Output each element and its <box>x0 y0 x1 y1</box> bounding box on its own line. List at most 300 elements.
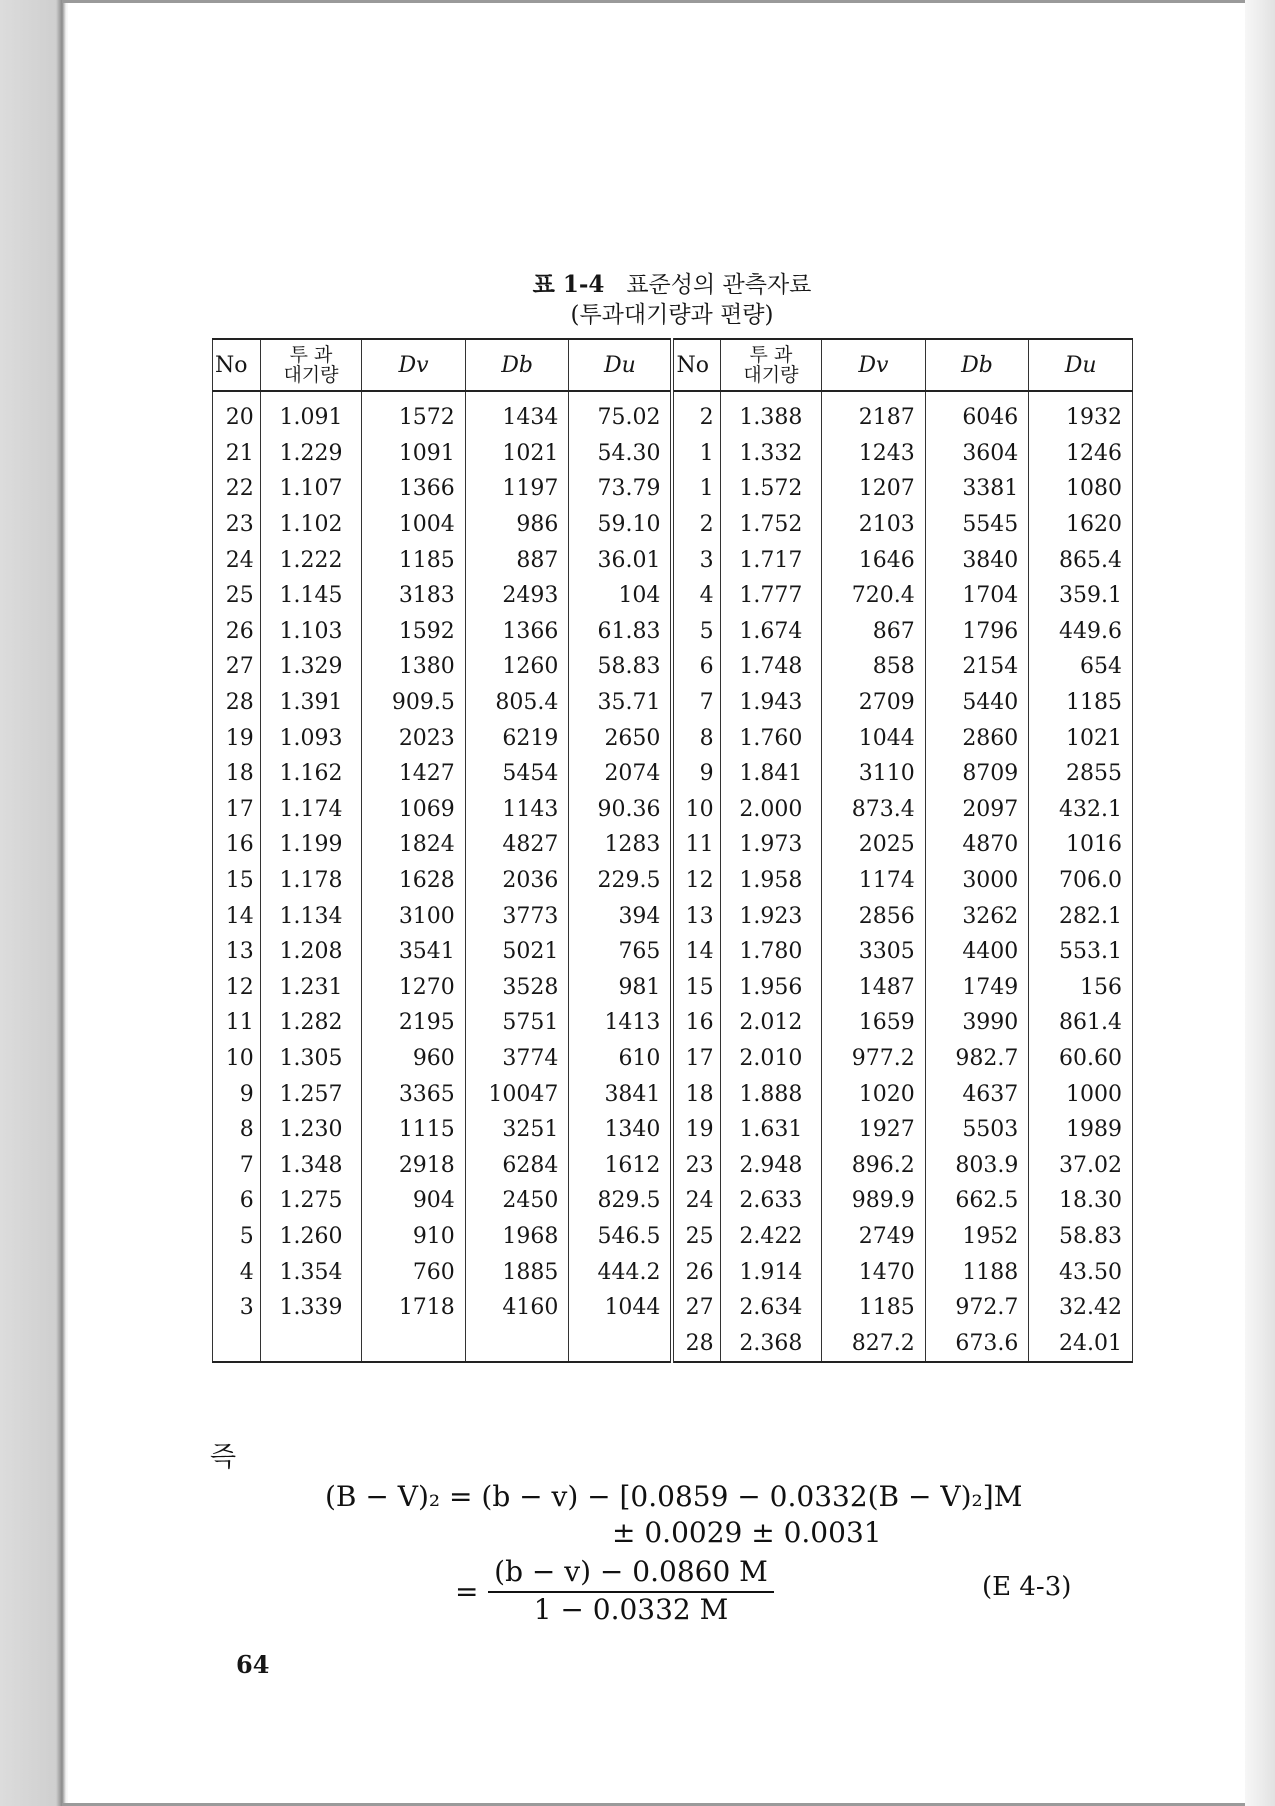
table-cell: 1 <box>672 471 720 507</box>
table-cell: 4 <box>672 578 720 614</box>
table-cell: 1.777 <box>720 578 822 614</box>
table-cell: 546.5 <box>569 1219 673 1255</box>
table-cell: 1366 <box>362 471 466 507</box>
table-cell: 1434 <box>465 391 569 436</box>
table-cell: 8709 <box>925 756 1029 792</box>
table-cell: 1592 <box>362 614 466 650</box>
table-cell: 59.10 <box>569 507 673 543</box>
table-cell: 1069 <box>362 792 466 828</box>
table-cell: 8 <box>672 720 720 756</box>
table-cell: 896.2 <box>822 1147 926 1183</box>
table-cell: 35.71 <box>569 685 673 721</box>
table-cell: 5503 <box>925 1112 1029 1148</box>
table-cell: 1.973 <box>720 827 822 863</box>
table-cell: 6 <box>213 1183 261 1219</box>
table-cell: 960 <box>362 1041 466 1077</box>
table-cell: 909.5 <box>362 685 466 721</box>
table-cell: 2025 <box>822 827 926 863</box>
equation-number: (E 4-3) <box>982 1572 1072 1602</box>
table-cell: 858 <box>822 649 926 685</box>
table-cell: 1.174 <box>260 792 362 828</box>
table-cell: 2036 <box>465 863 569 899</box>
table-cell: 720.4 <box>822 578 926 614</box>
table-cell: 873.4 <box>822 792 926 828</box>
table-cell: 14 <box>213 898 261 934</box>
table-cell: 1572 <box>362 391 466 436</box>
table-cell: 1.631 <box>720 1112 822 1148</box>
table-cell: 5454 <box>465 756 569 792</box>
column-header: 투 과 대기량 <box>720 339 822 391</box>
table-cell: 11 <box>672 827 720 863</box>
table-cell: 1.282 <box>260 1005 362 1041</box>
table-cell: 1 <box>672 436 720 472</box>
column-header: No <box>213 339 261 391</box>
table-cell: 673.6 <box>925 1325 1029 1362</box>
table-cell: 2074 <box>569 756 673 792</box>
table-cell: 1.339 <box>260 1290 362 1326</box>
table-cell: 1366 <box>465 614 569 650</box>
equation-equals-sign: = <box>455 1575 479 1608</box>
table-cell: 1796 <box>925 614 1029 650</box>
table-cell: 1.102 <box>260 507 362 543</box>
table-cell: 18.30 <box>1029 1183 1133 1219</box>
table-cell: 17 <box>672 1041 720 1077</box>
table-cell: 3990 <box>925 1005 1029 1041</box>
table-cell: 2023 <box>362 720 466 756</box>
table-cell: 4 <box>213 1254 261 1290</box>
table-cell: 17 <box>213 792 261 828</box>
table-cell: 1.199 <box>260 827 362 863</box>
table-cell: 1628 <box>362 863 466 899</box>
table-cell: 3262 <box>925 898 1029 934</box>
table-cell: 1021 <box>465 436 569 472</box>
table-cell: 1044 <box>822 720 926 756</box>
table-cell: 1.230 <box>260 1112 362 1148</box>
table-cell: 3183 <box>362 578 466 614</box>
table-cell: 1174 <box>822 863 926 899</box>
table-cell: 1620 <box>1029 507 1133 543</box>
table-row <box>213 756 1133 792</box>
table-cell: 1.091 <box>260 391 362 436</box>
table-cell: 1080 <box>1029 471 1133 507</box>
table-cell: 4870 <box>925 827 1029 863</box>
table-cell: 3100 <box>362 898 466 934</box>
table-cell: 1185 <box>1029 685 1133 721</box>
table-cell: 887 <box>465 542 569 578</box>
table-cell: 1.914 <box>720 1254 822 1290</box>
table-cell: 1.841 <box>720 756 822 792</box>
table-cell: 90.36 <box>569 792 673 828</box>
equation-numerator: (b − v) − 0.0860 M <box>488 1555 774 1593</box>
table-row <box>213 863 1133 899</box>
table-cell: 2855 <box>1029 756 1133 792</box>
table-cell: 24 <box>672 1183 720 1219</box>
table-cell: 1.348 <box>260 1147 362 1183</box>
table-cell: 2.633 <box>720 1183 822 1219</box>
table-cell: 156 <box>1029 970 1133 1006</box>
table-cell: 3110 <box>822 756 926 792</box>
table-cell: 1749 <box>925 970 1029 1006</box>
table-cell: 1000 <box>1029 1076 1133 1112</box>
table-cell: 20 <box>213 391 261 436</box>
table-cell: 2709 <box>822 685 926 721</box>
table-cell: 26 <box>213 614 261 650</box>
table-cell: 1.572 <box>720 471 822 507</box>
table-cell: 3381 <box>925 471 1029 507</box>
table-cell: 986 <box>465 507 569 543</box>
table-cell: 1.760 <box>720 720 822 756</box>
table-cell: 4160 <box>465 1290 569 1326</box>
table-cell: 1.107 <box>260 471 362 507</box>
table-cell: 1824 <box>362 827 466 863</box>
table-cell: 1185 <box>822 1290 926 1326</box>
table-cell: 2.012 <box>720 1005 822 1041</box>
table-cell: 54.30 <box>569 436 673 472</box>
table-cell: 60.60 <box>1029 1041 1133 1077</box>
table-cell: 3604 <box>925 436 1029 472</box>
table-row <box>213 578 1133 614</box>
table-cell: 662.5 <box>925 1183 1029 1219</box>
table-cell <box>362 1325 466 1362</box>
table-cell <box>569 1325 673 1362</box>
table-cell: 2 <box>672 391 720 436</box>
table-row <box>213 1290 1133 1326</box>
book-binding-edge <box>0 0 68 1806</box>
table-row <box>213 1076 1133 1112</box>
table-cell: 61.83 <box>569 614 673 650</box>
table-cell: 2195 <box>362 1005 466 1041</box>
table-cell: 654 <box>1029 649 1133 685</box>
table-cell: 2856 <box>822 898 926 934</box>
table-cell: 2650 <box>569 720 673 756</box>
table-cell: 1718 <box>362 1290 466 1326</box>
table-cell <box>465 1325 569 1362</box>
table-row <box>213 898 1133 934</box>
table-cell: 75.02 <box>569 391 673 436</box>
table-cell: 1.354 <box>260 1254 362 1290</box>
table-cell: 1.748 <box>720 649 822 685</box>
table-cell: 1.958 <box>720 863 822 899</box>
table-cell: 3000 <box>925 863 1029 899</box>
table-cell: 1044 <box>569 1290 673 1326</box>
table-cell: 5751 <box>465 1005 569 1041</box>
table-cell: 2860 <box>925 720 1029 756</box>
table-cell: 1270 <box>362 970 466 1006</box>
table-row <box>213 970 1133 1006</box>
table-cell: 25 <box>213 578 261 614</box>
table-row <box>213 507 1133 543</box>
table-cell: 982.7 <box>925 1041 1029 1077</box>
table-cell: 1.162 <box>260 756 362 792</box>
table-cell: 10 <box>213 1041 261 1077</box>
page-top-border <box>62 0 1245 3</box>
table-cell: 1.275 <box>260 1183 362 1219</box>
table-cell: 4827 <box>465 827 569 863</box>
table-cell: 1115 <box>362 1112 466 1148</box>
table-cell: 28 <box>672 1325 720 1362</box>
table-cell: 1004 <box>362 507 466 543</box>
table-cell: 803.9 <box>925 1147 1029 1183</box>
table-cell: 1185 <box>362 542 466 578</box>
table-cell: 7 <box>672 685 720 721</box>
table-cell: 2.010 <box>720 1041 822 1077</box>
table-cell: 1.888 <box>720 1076 822 1112</box>
table-cell: 13 <box>213 934 261 970</box>
table-title: 표준성의 관측자료 <box>626 272 812 298</box>
table-cell: 43.50 <box>1029 1254 1133 1290</box>
table-cell: 1.305 <box>260 1041 362 1077</box>
table-row <box>213 542 1133 578</box>
table-cell: 2493 <box>465 578 569 614</box>
table-cell <box>260 1325 362 1362</box>
table-cell: 610 <box>569 1041 673 1077</box>
table-cell: 3840 <box>925 542 1029 578</box>
table-cell: 1.134 <box>260 898 362 934</box>
table-cell: 1.752 <box>720 507 822 543</box>
table-row <box>213 934 1133 970</box>
table-cell: 5440 <box>925 685 1029 721</box>
table-cell: 706.0 <box>1029 863 1133 899</box>
table-cell: 1.923 <box>720 898 822 934</box>
table-cell: 14 <box>672 934 720 970</box>
table-cell: 1.329 <box>260 649 362 685</box>
table-cell: 2.000 <box>720 792 822 828</box>
table-cell: 1.178 <box>260 863 362 899</box>
table-cell: 3541 <box>362 934 466 970</box>
table-cell: 9 <box>213 1076 261 1112</box>
table-cell: 981 <box>569 970 673 1006</box>
equation-denominator: 1 − 0.0332 M <box>533 1593 729 1626</box>
table-cell: 37.02 <box>1029 1147 1133 1183</box>
table-cell: 1612 <box>569 1147 673 1183</box>
table-cell: 2749 <box>822 1219 926 1255</box>
table-cell: 1207 <box>822 471 926 507</box>
table-cell: 6 <box>672 649 720 685</box>
table-cell: 22 <box>213 471 261 507</box>
table-cell: 1.391 <box>260 685 362 721</box>
table-cell: 1.956 <box>720 970 822 1006</box>
table-cell: 11 <box>213 1005 261 1041</box>
equation-fraction <box>488 1555 774 1627</box>
table-cell: 861.4 <box>1029 1005 1133 1041</box>
table-cell: 977.2 <box>822 1041 926 1077</box>
equation-intro: 즉 <box>210 1442 237 1473</box>
table-cell: 1487 <box>822 970 926 1006</box>
table-cell: 1.208 <box>260 934 362 970</box>
table-row <box>213 792 1133 828</box>
table-cell: 444.2 <box>569 1254 673 1290</box>
table-cell: 18 <box>213 756 261 792</box>
table-body <box>213 391 1133 1362</box>
table-cell: 910 <box>362 1219 466 1255</box>
table-cell: 1.103 <box>260 614 362 650</box>
column-header: Dv <box>822 339 926 391</box>
table-cell: 27 <box>213 649 261 685</box>
table-cell: 553.1 <box>1029 934 1133 970</box>
table-cell: 5545 <box>925 507 1029 543</box>
table-cell: 1704 <box>925 578 1029 614</box>
table-cell: 2.368 <box>720 1325 822 1362</box>
table-cell: 3 <box>213 1290 261 1326</box>
table-cell: 1.093 <box>260 720 362 756</box>
table-cell: 28 <box>213 685 261 721</box>
table-row <box>213 1041 1133 1077</box>
table-cell: 1989 <box>1029 1112 1133 1148</box>
column-header: No <box>672 339 720 391</box>
table-cell: 2103 <box>822 507 926 543</box>
table-cell: 27 <box>672 1290 720 1326</box>
table-cell: 449.6 <box>1029 614 1133 650</box>
table-cell: 1659 <box>822 1005 926 1041</box>
table-cell: 2.422 <box>720 1219 822 1255</box>
column-header: Db <box>925 339 1029 391</box>
table-cell: 3365 <box>362 1076 466 1112</box>
table-cell: 829.5 <box>569 1183 673 1219</box>
table-cell: 1143 <box>465 792 569 828</box>
table-cell: 1091 <box>362 436 466 472</box>
table-cell: 1016 <box>1029 827 1133 863</box>
table-cell: 6219 <box>465 720 569 756</box>
table-cell: 3774 <box>465 1041 569 1077</box>
table-cell: 1020 <box>822 1076 926 1112</box>
table-cell: 359.1 <box>1029 578 1133 614</box>
table-cell: 4400 <box>925 934 1029 970</box>
table-row <box>213 436 1133 472</box>
table-cell: 1932 <box>1029 391 1133 436</box>
table-row <box>213 1254 1133 1290</box>
table-cell: 3528 <box>465 970 569 1006</box>
table-cell: 2097 <box>925 792 1029 828</box>
table-cell: 73.79 <box>569 471 673 507</box>
table-cell: 1927 <box>822 1112 926 1148</box>
table-cell: 58.83 <box>569 649 673 685</box>
table-cell: 1.332 <box>720 436 822 472</box>
table-cell: 972.7 <box>925 1290 1029 1326</box>
table-cell: 24 <box>213 542 261 578</box>
table-cell: 10 <box>672 792 720 828</box>
table-cell: 3841 <box>569 1076 673 1112</box>
table-cell: 23 <box>672 1147 720 1183</box>
table-row <box>213 685 1133 721</box>
observation-table <box>212 338 1133 1363</box>
table-cell: 3305 <box>822 934 926 970</box>
table-cell: 5 <box>213 1219 261 1255</box>
table-cell: 1968 <box>465 1219 569 1255</box>
table-cell: 16 <box>672 1005 720 1041</box>
page-right-edge <box>1245 0 1275 1806</box>
equation-line-1: (B − V)₂ = (b − v) − [0.0859 − 0.0332(B − V)₂]M <box>325 1480 1023 1513</box>
table-cell: 23 <box>213 507 261 543</box>
table-cell: 989.9 <box>822 1183 926 1219</box>
table-cell: 4637 <box>925 1076 1029 1112</box>
table-cell: 282.1 <box>1029 898 1133 934</box>
table-cell: 1340 <box>569 1112 673 1148</box>
table-cell: 1413 <box>569 1005 673 1041</box>
table-row <box>213 471 1133 507</box>
table-cell: 2154 <box>925 649 1029 685</box>
table-cell: 1.145 <box>260 578 362 614</box>
table-cell: 1885 <box>465 1254 569 1290</box>
table-cell: 432.1 <box>1029 792 1133 828</box>
table-cell: 3 <box>672 542 720 578</box>
table-cell: 1.260 <box>260 1219 362 1255</box>
table-cell: 1243 <box>822 436 926 472</box>
table-cell: 1.943 <box>720 685 822 721</box>
table-cell: 1260 <box>465 649 569 685</box>
table-cell: 394 <box>569 898 673 934</box>
table-row <box>213 1147 1133 1183</box>
header-row <box>213 339 1133 391</box>
table-cell: 1.222 <box>260 542 362 578</box>
table-cell: 2.634 <box>720 1290 822 1326</box>
table-cell: 2450 <box>465 1183 569 1219</box>
table-cell: 1.674 <box>720 614 822 650</box>
table-label: 표 1-4 <box>532 271 605 298</box>
table-cell: 229.5 <box>569 863 673 899</box>
table-cell: 1.780 <box>720 934 822 970</box>
table-cell: 1188 <box>925 1254 1029 1290</box>
table-cell: 32.42 <box>1029 1290 1133 1326</box>
table-cell: 21 <box>213 436 261 472</box>
table-row <box>213 614 1133 650</box>
column-header: 투 과 대기량 <box>260 339 362 391</box>
table-cell: 19 <box>213 720 261 756</box>
table-header <box>213 339 1133 391</box>
table-cell: 58.83 <box>1029 1219 1133 1255</box>
table-row <box>213 1112 1133 1148</box>
table-cell: 1380 <box>362 649 466 685</box>
table-cell: 2918 <box>362 1147 466 1183</box>
table-cell: 1021 <box>1029 720 1133 756</box>
table-cell: 1427 <box>362 756 466 792</box>
table-cell: 5 <box>672 614 720 650</box>
table-cell: 760 <box>362 1254 466 1290</box>
table-cell: 10047 <box>465 1076 569 1112</box>
table-cell: 1.717 <box>720 542 822 578</box>
column-header: Du <box>1029 339 1133 391</box>
table-cell: 1197 <box>465 471 569 507</box>
table-cell: 16 <box>213 827 261 863</box>
table-cell: 19 <box>672 1112 720 1148</box>
table-cell: 765 <box>569 934 673 970</box>
table-row <box>213 1005 1133 1041</box>
equation-line-2: ± 0.0029 ± 0.0031 <box>612 1516 882 1549</box>
table-cell: 6046 <box>925 391 1029 436</box>
table-cell: 6284 <box>465 1147 569 1183</box>
table-caption <box>212 270 1132 300</box>
table-row <box>213 1325 1133 1362</box>
table-cell: 1283 <box>569 827 673 863</box>
table-cell: 2 <box>672 507 720 543</box>
table-cell: 3251 <box>465 1112 569 1148</box>
table-cell: 1246 <box>1029 436 1133 472</box>
table-cell: 1470 <box>822 1254 926 1290</box>
table-cell: 25 <box>672 1219 720 1255</box>
table-cell: 1646 <box>822 542 926 578</box>
table-cell: 865.4 <box>1029 542 1133 578</box>
table-cell: 827.2 <box>822 1325 926 1362</box>
table-cell: 24.01 <box>1029 1325 1133 1362</box>
page-number: 64 <box>236 1650 270 1679</box>
column-header: Dv <box>362 339 466 391</box>
table-cell: 9 <box>672 756 720 792</box>
table-row <box>213 1219 1133 1255</box>
table-cell: 36.01 <box>569 542 673 578</box>
table-row <box>213 827 1133 863</box>
table-cell: 867 <box>822 614 926 650</box>
table-cell: 5021 <box>465 934 569 970</box>
table-cell: 18 <box>672 1076 720 1112</box>
